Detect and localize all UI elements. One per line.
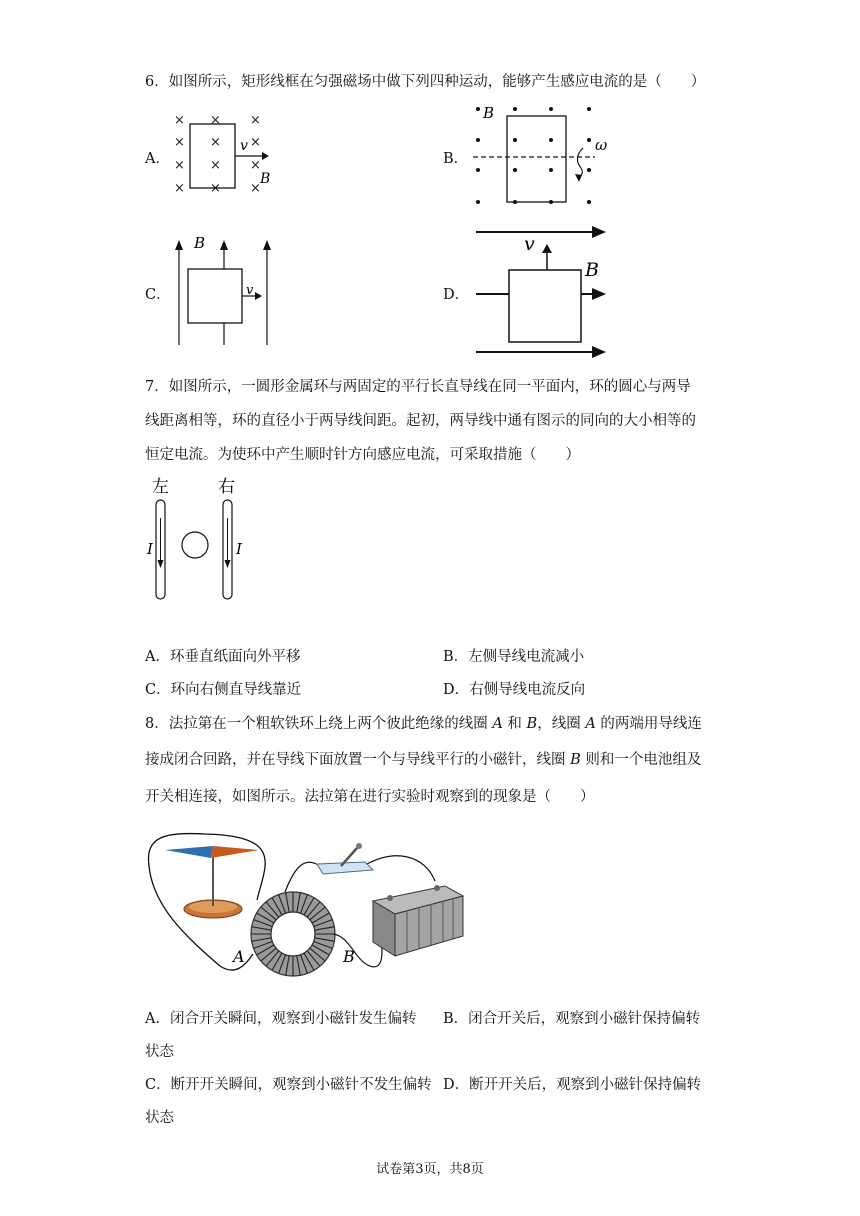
q8-option-d: D．断开开关后，观察到小磁针保持偏转 [443, 1077, 702, 1093]
field-label: B [194, 234, 206, 252]
q7-line-3: 恒定电流。为使环中产生顺时针方向感应电流，可采取措施（ ） [145, 447, 580, 463]
q7-option-c: C．环向右侧直导线靠近 [145, 682, 302, 698]
q7-option-d: D．右侧导线电流反向 [443, 682, 586, 698]
q8-line-3: 开关相连接，如图所示。法拉第在进行实验时观察到的现象是（ ） [145, 789, 595, 805]
q6-option-a-label: A． [145, 151, 170, 167]
q8-option-c: C．断开开关瞬间，观察到小磁针不发生偏转 [145, 1077, 432, 1093]
q6-figure-a [170, 110, 280, 200]
left-label: 左 [152, 477, 169, 496]
page-footer: 试卷第3页，共8页 [376, 1162, 484, 1177]
field-label: B [585, 259, 599, 281]
svg-text:×: × [210, 135, 221, 150]
field-label: B [260, 171, 271, 187]
current-right-label: I [236, 540, 242, 558]
field-label: B [483, 104, 495, 122]
q6-option-c-label: C． [145, 287, 171, 303]
q7-line-1: 7．如图所示，一圆形金属环与两固定的平行长直导线在同一平面内，环的圆心与两导 [145, 379, 691, 395]
q6-figure-d [470, 222, 615, 362]
svg-text:×: × [250, 181, 261, 196]
svg-text:×: × [250, 113, 261, 128]
q6-figure-c [170, 230, 280, 350]
svg-text:×: × [174, 181, 185, 196]
q7-figure [140, 474, 260, 609]
svg-text:×: × [174, 135, 185, 150]
q8-line-1: 8．法拉第在一个粗软铁环上绕上两个彼此绝缘的线圈 A 和 B，线圈 A 的两端用导线连 [145, 716, 702, 732]
svg-text:×: × [174, 113, 185, 128]
q8-option-d-continued: 状态 [145, 1110, 174, 1126]
q6-figure-b [465, 98, 625, 210]
svg-text:×: × [250, 135, 261, 150]
coil-a-label: A [233, 947, 245, 966]
coil-b-label: B [343, 947, 355, 966]
q6-option-b-label: B． [443, 151, 469, 167]
svg-text:×: × [174, 158, 185, 173]
svg-text:×: × [250, 158, 261, 173]
current-left-label: I [147, 540, 153, 558]
q6-option-d-label: D． [443, 287, 470, 303]
q7-option-a: A．环垂直纸面向外平移 [145, 649, 301, 665]
svg-text:×: × [210, 158, 221, 173]
q6-stem: 6．如图所示，矩形线框在匀强磁场中做下列四种运动，能够产生感应电流的是（ ） [145, 74, 706, 90]
velocity-label: v [246, 283, 254, 298]
right-label: 右 [218, 477, 235, 496]
svg-text:×: × [210, 181, 221, 196]
svg-text:×: × [210, 113, 221, 128]
q7-line-2: 线距离相等，环的直径小于两导线间距。起初，两导线中通有图示的同向的大小相等的 [145, 413, 696, 429]
velocity-label: v [524, 233, 535, 255]
velocity-label: v [240, 138, 248, 154]
q7-option-b: B．左侧导线电流减小 [443, 649, 585, 665]
q8-line-2: 接成闭合回路，并在导线下面放置一个与导线平行的小磁针，线圈 B 则和一个电池组及 [145, 752, 702, 768]
q8-option-a: A．闭合开关瞬间，观察到小磁针发生偏转 [145, 1011, 417, 1027]
q8-option-b-continued: 状态 [145, 1044, 174, 1060]
q8-option-b: B．闭合开关后，观察到小磁针保持偏转 [443, 1011, 701, 1027]
omega-label: ω [595, 136, 608, 154]
q8-figure [145, 826, 470, 996]
